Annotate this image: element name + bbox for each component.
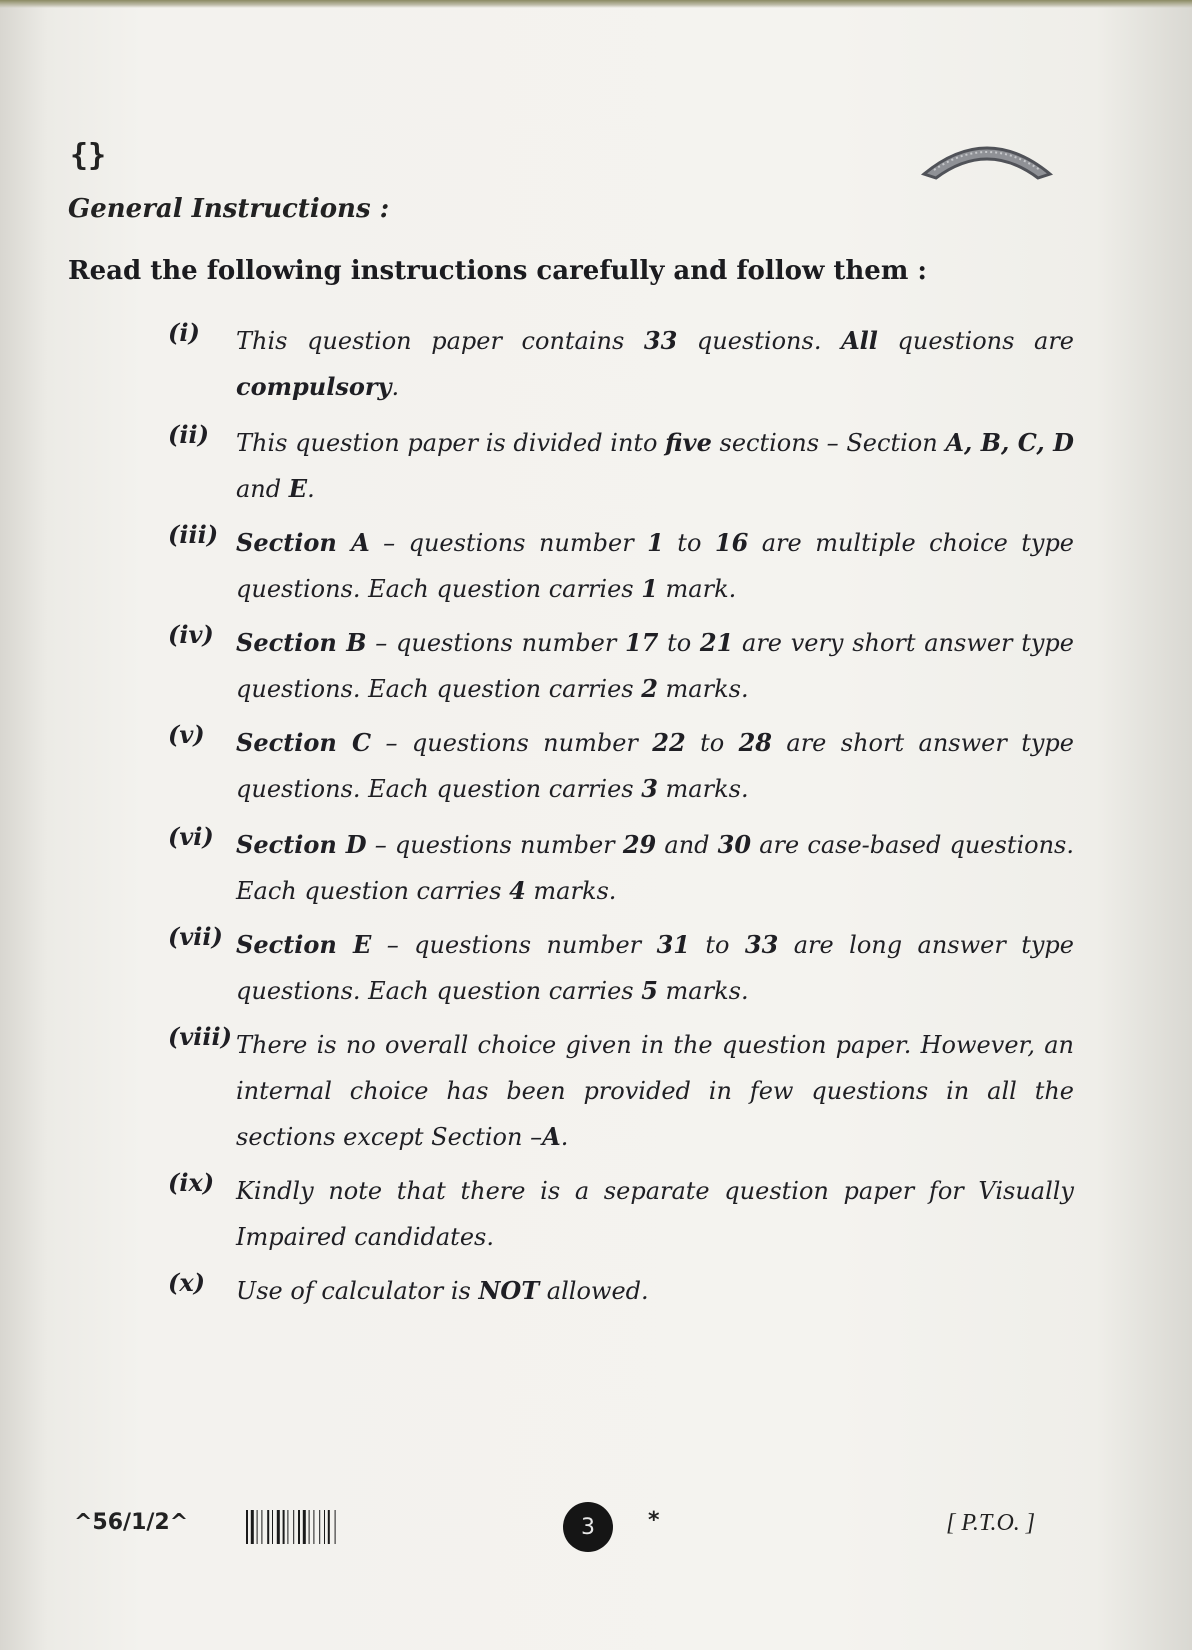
instruction-emphasis: 2 bbox=[641, 674, 658, 703]
instruction-segment: – questions number bbox=[371, 729, 653, 757]
instruction-text bbox=[236, 1268, 1074, 1314]
instruction-emphasis: A bbox=[542, 1122, 561, 1151]
instruction-segment: to bbox=[663, 529, 715, 557]
instruction-segment: . bbox=[307, 475, 315, 503]
instruction-number: (v) bbox=[168, 720, 205, 749]
instruction-emphasis: Section C bbox=[236, 728, 372, 757]
instruction-segment: – questions number bbox=[366, 831, 623, 859]
instruction-emphasis: 28 bbox=[738, 728, 772, 757]
instruction-number: (iv) bbox=[168, 620, 214, 649]
instruction-emphasis: 17 bbox=[625, 628, 659, 657]
instruction-segment: to bbox=[685, 729, 739, 757]
instruction-text bbox=[236, 1168, 1074, 1260]
instruction-emphasis: Section B bbox=[236, 628, 367, 657]
barcode-icon bbox=[246, 1510, 386, 1544]
instruction-emphasis: E bbox=[288, 474, 308, 503]
instruction-emphasis: 1 bbox=[647, 528, 664, 557]
instruction-text bbox=[236, 420, 1074, 512]
instruction-emphasis: Section E bbox=[236, 930, 372, 959]
instruction-segment: – questions number bbox=[369, 529, 648, 557]
instruction-text bbox=[236, 720, 1074, 812]
general-instructions-heading: General Instructions : bbox=[68, 194, 390, 224]
instruction-segment: allowed. bbox=[539, 1277, 649, 1305]
instruction-number: (x) bbox=[168, 1268, 206, 1297]
instruction-segment: are case-based questions. Each question carries bbox=[236, 831, 1074, 905]
instruction-text bbox=[236, 318, 1074, 410]
instruction-segment: – questions number bbox=[366, 629, 625, 657]
instruction-segment: mark. bbox=[657, 575, 737, 603]
instruction-emphasis: Section D bbox=[236, 830, 367, 859]
instruction-text bbox=[236, 922, 1074, 1014]
instruction-text bbox=[236, 520, 1074, 612]
instruction-segment: are long answer type questions. Each question carries bbox=[236, 931, 1074, 1005]
braces-mark: {} bbox=[70, 138, 107, 173]
instruction-segment: There is no overall choice given in the question paper. However, an internal choice has been provided in few questions in all the sections except Section – bbox=[236, 1031, 1074, 1151]
instruction-emphasis: 3 bbox=[641, 774, 658, 803]
instruction-segment: Kindly note that there is a separate question paper for Visually Impaired candidates. bbox=[236, 1177, 1074, 1251]
instruction-emphasis: 16 bbox=[714, 528, 749, 557]
pto-label: [ P.T.O. ] bbox=[946, 1510, 1036, 1536]
instruction-segment: to bbox=[689, 931, 745, 959]
instruction-emphasis: 29 bbox=[622, 830, 657, 859]
instruction-segment: – questions number bbox=[371, 931, 657, 959]
instruction-text bbox=[236, 1022, 1074, 1160]
instruction-segment: are short answer type questions. Each question carries bbox=[236, 729, 1074, 803]
instruction-segment: and bbox=[656, 831, 718, 859]
instruction-emphasis: A, B, C, D bbox=[945, 428, 1074, 457]
instruction-emphasis: 33 bbox=[643, 326, 678, 355]
star-mark: * bbox=[648, 1508, 660, 1533]
instruction-emphasis: 22 bbox=[652, 728, 686, 757]
instruction-segment: are very short answer type questions. Each question carries bbox=[236, 629, 1075, 703]
instruction-emphasis: compulsory bbox=[236, 372, 392, 401]
instruction-segment: questions are bbox=[877, 327, 1075, 355]
instruction-number: (vi) bbox=[168, 822, 214, 851]
instruction-segment: . bbox=[391, 373, 400, 401]
instruction-emphasis: 5 bbox=[641, 976, 658, 1005]
instruction-segment: This question paper is divided into bbox=[236, 429, 666, 457]
instruction-segment: are multiple choice type questions. Each question carries bbox=[236, 529, 1075, 603]
instruction-segment: . bbox=[560, 1123, 569, 1151]
instructions-lead: Read the following instructions carefully and follow them : bbox=[68, 256, 928, 286]
paper-code: ^56/1/2^ bbox=[74, 1510, 189, 1535]
instruction-emphasis: 33 bbox=[744, 930, 779, 959]
instruction-segment: Use of calculator is bbox=[236, 1277, 479, 1305]
instruction-segment: marks. bbox=[657, 775, 749, 803]
instruction-number: (i) bbox=[168, 318, 200, 347]
instruction-segment: questions. bbox=[677, 327, 842, 355]
instruction-number: (ii) bbox=[168, 420, 209, 449]
instruction-number: (iii) bbox=[168, 520, 219, 549]
instruction-segment: This question paper contains bbox=[236, 327, 644, 355]
instruction-emphasis: five bbox=[665, 428, 712, 457]
instruction-number: (viii) bbox=[168, 1022, 233, 1051]
instruction-number: (vii) bbox=[168, 922, 223, 951]
instruction-emphasis: All bbox=[841, 326, 878, 355]
page-top-edge bbox=[0, 0, 1192, 8]
page-number: 3 bbox=[563, 1502, 613, 1552]
instruction-emphasis: 30 bbox=[717, 830, 752, 859]
instruction-emphasis: 4 bbox=[509, 876, 526, 905]
instruction-emphasis: 31 bbox=[656, 930, 690, 959]
instruction-segment: to bbox=[658, 629, 700, 657]
instruction-segment: marks. bbox=[657, 977, 749, 1005]
instruction-text bbox=[236, 620, 1074, 712]
instruction-emphasis: 21 bbox=[699, 628, 734, 657]
instruction-segment: sections – Section bbox=[711, 429, 946, 457]
instruction-emphasis: Section A bbox=[236, 528, 370, 557]
instruction-number: (ix) bbox=[168, 1168, 215, 1197]
instruction-segment: marks. bbox=[525, 877, 617, 905]
instruction-text bbox=[236, 822, 1074, 914]
arc-logo-icon bbox=[920, 130, 1054, 182]
instruction-segment: and bbox=[236, 475, 289, 503]
instruction-segment: marks. bbox=[657, 675, 749, 703]
instruction-emphasis: 1 bbox=[641, 574, 658, 603]
instruction-emphasis: NOT bbox=[478, 1276, 540, 1305]
